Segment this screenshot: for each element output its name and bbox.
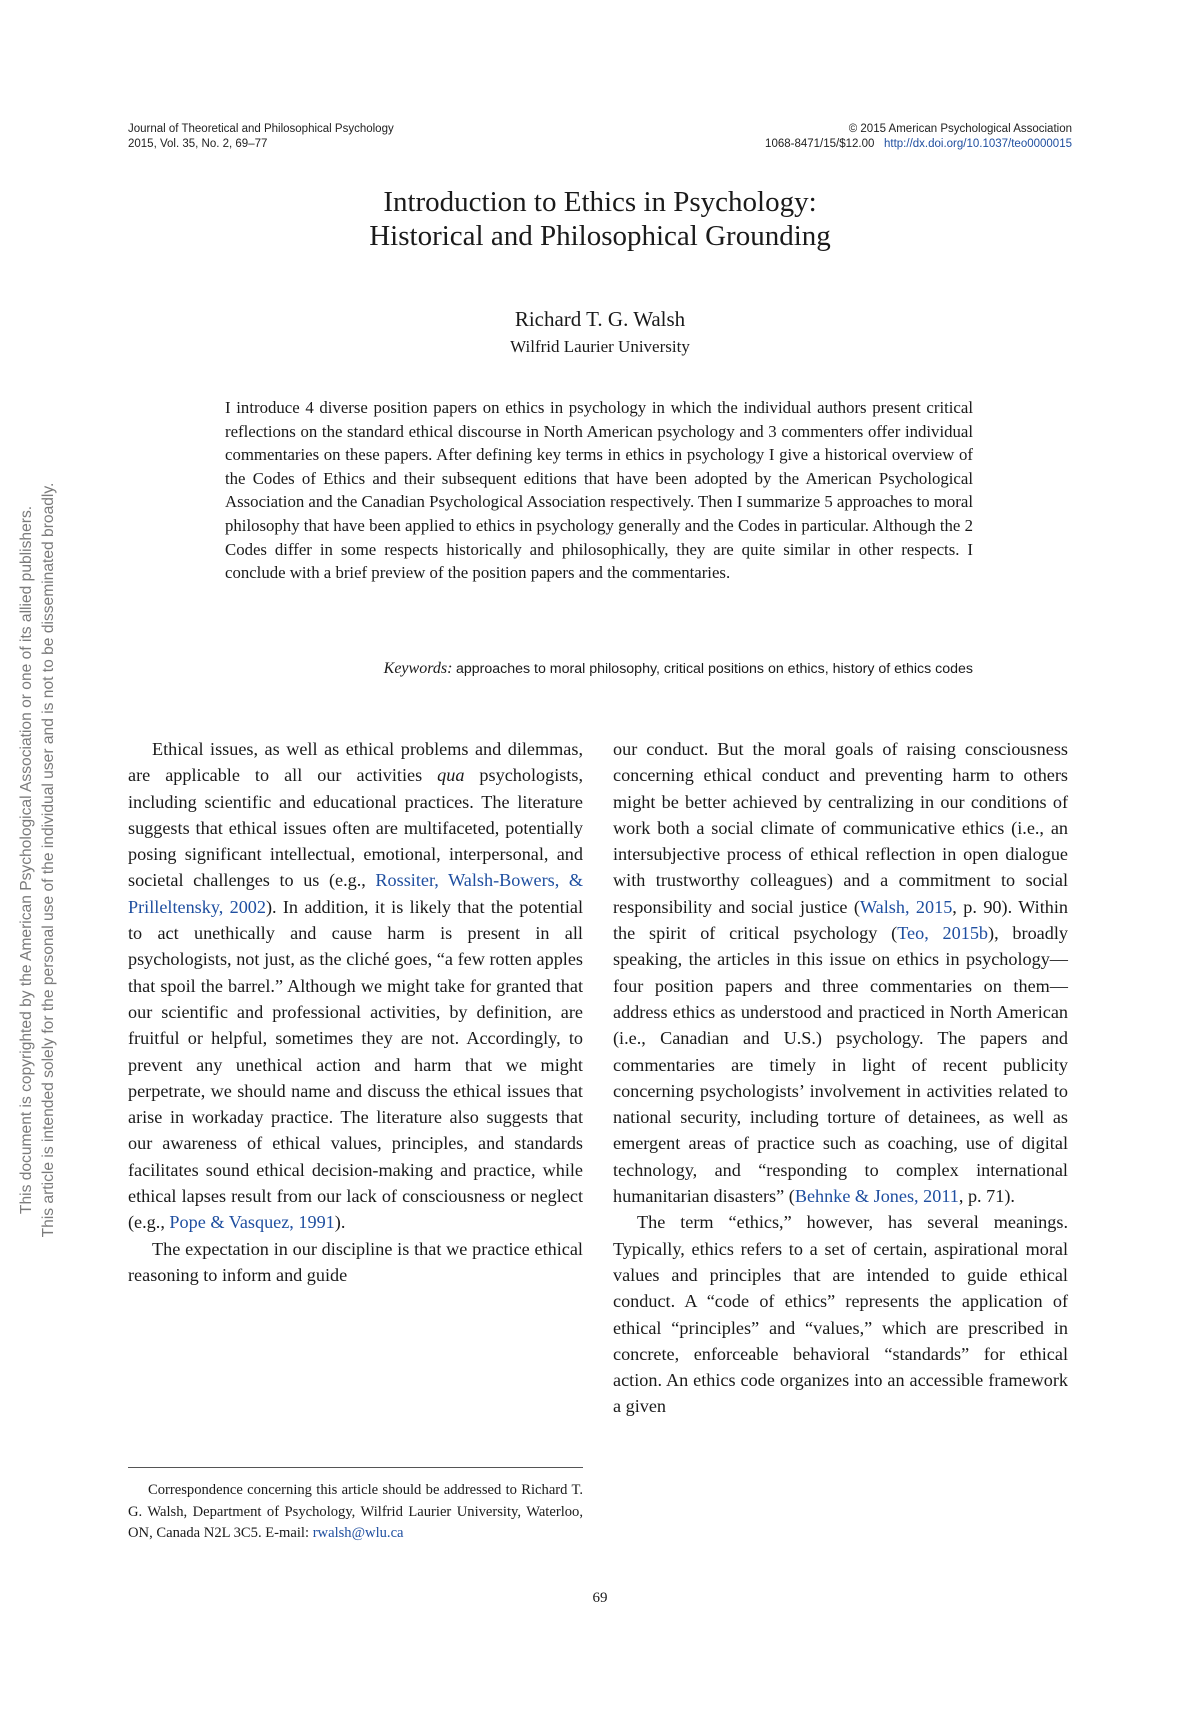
text-run: , p. 90). Within the spirit of critical psychology (: [613, 896, 1069, 944]
text-run: psychologists, including scientific and educational practices. The literature suggests that ethical issues often are multifaceted, potentially posing significant intellectual, emotional, interpersonal, and societal challenges to us (e.g.,: [128, 765, 584, 891]
body-column-left: [128, 736, 583, 1288]
email-link[interactable]: rwalsh@wlu.ca: [312, 1525, 404, 1541]
journal-header: [128, 122, 394, 152]
paragraph: The expectation in our discipline is that we practice ethical reasoning to inform and guide: [128, 1238, 583, 1285]
issn: 1068-8471/15/$12.00: [765, 138, 875, 150]
paragraph: [128, 736, 583, 1236]
abstract: I introduce 4 diverse position papers on ethics in psychology in which the individual authors present critical reflections on the standard ethical discourse in North American psychology and 3 commenters offer individual commentaries on these papers. After defining key terms in ethics in psychology I give a historical overview of the Codes of Ethics and their subsequent editions that have been adopted by the American Psychological Association and the Canadian Psychological Association respectively. Then I summarize 5 approaches to moral philosophy that have been applied to ethics in psychology generally and the Codes in particular. Although the 2 Codes differ in some respects historically and philosophically, they are quite similar in other respects. I conclude with a brief preview of the position papers and the commentaries.: [225, 398, 973, 583]
italic-text: qua: [437, 765, 465, 786]
article-title: [0, 185, 1200, 253]
paragraph: [613, 736, 1068, 1209]
footnote-text: Correspondence concerning this article should be addressed to Richard T. G. Walsh, Department of Psychology, Wilfrid Laurier University, Waterloo, ON, Canada N2L 3C5. E-mail:: [128, 1482, 583, 1541]
text-run: ), broadly speaking, the articles in this issue on ethics in psychology—four position papers and three commentaries on them—address ethics as understood and practiced in North American (i.e., Canadian and U.S.) psychology. The papers and commentaries are timely in light of recent publicity concerning psychologists’ involvement in activities related to national security, including torture of detainees, as well as emergent areas of practice such as coaching, use of digital technology, and “responding to complex international humanitarian disasters” (: [613, 923, 1068, 1207]
text-run: ). In addition, it is likely that the potential to act unethically and cause harm is present in all psychologists, not just, as the cliché goes, “a few rotten apples that spoil the barrel.” Although we might take for granted that our scientific and professional activities, by definition, are fruitful or helpful, sometimes they are not. Accordingly, to prevent any unethical action and harm that we might perpetrate, we should name and discuss the ethical issues that arise in workaday practice. The literature also suggests that our awareness of ethical values, principles, and standards facilitates sound ethical decision-making and practice, while ethical lapses result from our lack of consciousness or neglect (e.g.,: [128, 896, 583, 1233]
journal-volume: 2015, Vol. 35, No. 2, 69–77: [128, 138, 268, 150]
correspondence-footnote: [128, 1480, 583, 1545]
copyright-sidebar: [16, 410, 76, 1310]
text-run: , p. 71).: [958, 1186, 1015, 1207]
title-line-2: Historical and Philosophical Grounding: [369, 220, 831, 252]
author-affiliation: Wilfrid Laurier University: [510, 337, 690, 356]
title-line-1: Introduction to Ethics in Psychology:: [383, 186, 817, 218]
text-run: Ethical issues, as well as ethical problems and dilemmas, are applicable to all our activities: [128, 739, 583, 786]
citation-link[interactable]: Walsh, 2015: [859, 896, 953, 917]
issn-doi-line: [765, 137, 1072, 152]
body-column-right: [613, 736, 1068, 1420]
citation-link[interactable]: Behnke & Jones, 2011: [794, 1186, 959, 1207]
citation-link[interactable]: Teo, 2015b: [897, 923, 989, 944]
author-name: Richard T. G. Walsh: [514, 307, 686, 331]
copyright-line: © 2015 American Psychological Association: [848, 123, 1072, 135]
paragraph: The term “ethics,” however, has several meanings. Typically, ethics refers to a set of certain, aspirational moral values and principles that are intended to guide ethical conduct. A “code of ethics” represents the application of ethical “principles” and “values,” which are prescribed in concrete, enforceable behavioral “standards” for ethical action. An ethics code organizes into an accessible framework a given: [613, 1212, 1068, 1417]
text-run: our conduct. But the moral goals of raising consciousness concerning ethical conduct and preventing harm to others might be better achieved by centralizing in our conditions of work both a social climate of communicative ethics (i.e., an intersubjective process of ethical reflection in open dialogue with trustworthy colleagues) and a commitment to social responsibility and social justice (: [613, 739, 1068, 917]
publisher-header: [765, 122, 1072, 152]
keywords-text: approaches to moral philosophy, critical positions on ethics, history of ethics codes: [455, 661, 973, 677]
journal-name: Journal of Theoretical and Philosophical Psychology: [128, 123, 394, 135]
sidebar-line-2: This article is intended solely for the personal use of the individual user and is not to be disseminated broadly.: [40, 482, 57, 1238]
page-number: 69: [592, 1590, 608, 1606]
citation-link[interactable]: Pope & Vasquez, 1991: [169, 1212, 335, 1233]
keywords-label: Keywords:: [383, 660, 453, 677]
text-run: ).: [334, 1212, 346, 1233]
citation-link[interactable]: Rossiter, Walsh-Bowers, & Prilleltensky, 2002: [128, 870, 583, 917]
footnote-divider: [128, 1467, 583, 1468]
keywords: [225, 660, 973, 678]
sidebar-line-1: This document is copyrighted by the American Psychological Association or one of its allied publishers.: [18, 505, 35, 1215]
doi-link[interactable]: http://dx.doi.org/10.1037/teo0000015: [884, 138, 1072, 150]
